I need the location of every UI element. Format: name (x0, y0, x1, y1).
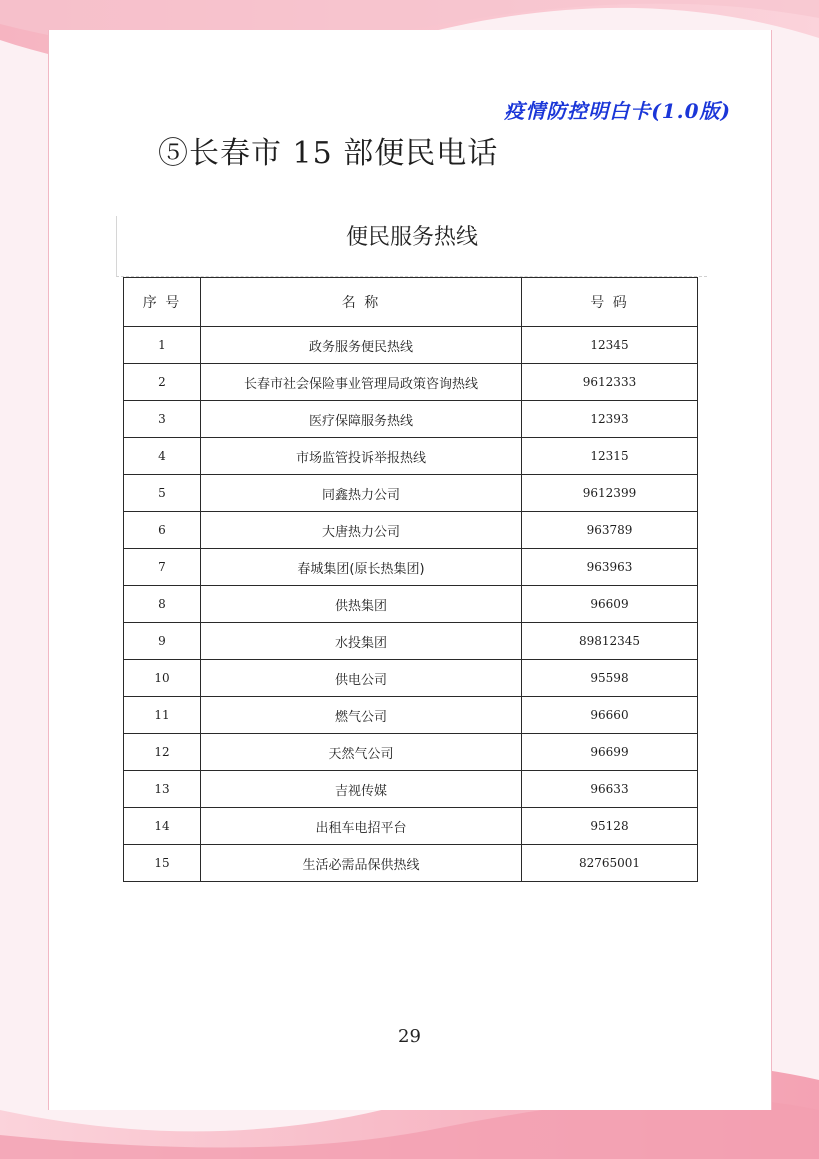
page-number: 29 (398, 1026, 421, 1047)
table-row (124, 845, 698, 882)
table-header-row (124, 278, 698, 327)
row-phone-number: 96699 (522, 734, 698, 771)
row-name: 大唐热力公司 (201, 512, 522, 549)
table-row (124, 327, 698, 364)
row-phone-number: 9612333 (522, 364, 698, 401)
table-row (124, 364, 698, 401)
table-banner-title: 便民服务热线 (345, 225, 478, 250)
header-tag: 疫情防控明白卡(1.0版) (504, 99, 731, 123)
table-row (124, 660, 698, 697)
row-name: 出租车电招平台 (201, 808, 522, 845)
row-phone-number: 89812345 (522, 623, 698, 660)
row-phone-number: 12315 (522, 438, 698, 475)
table-row (124, 734, 698, 771)
row-phone-number: 9612399 (522, 475, 698, 512)
table-row (124, 438, 698, 475)
row-phone-number: 96660 (522, 697, 698, 734)
row-index: 9 (124, 623, 201, 660)
table-row (124, 623, 698, 660)
row-name: 政务服务便民热线 (201, 327, 522, 364)
row-phone-number: 95128 (522, 808, 698, 845)
row-name: 燃气公司 (201, 697, 522, 734)
header-index: 序 号 (124, 278, 201, 327)
row-name: 春城集团(原长热集团) (201, 549, 522, 586)
row-phone-number: 12393 (522, 401, 698, 438)
table-row (124, 771, 698, 808)
row-index: 4 (124, 438, 201, 475)
section-title: ⑤长春市 15 部便民电话 (158, 136, 499, 171)
header-name: 名 称 (201, 278, 522, 327)
row-name: 长春市社会保险事业管理局政策咨询热线 (201, 364, 522, 401)
row-index: 10 (124, 660, 201, 697)
row-phone-number: 82765001 (522, 845, 698, 882)
header-number: 号 码 (522, 278, 698, 327)
table-banner (116, 216, 707, 277)
row-index: 11 (124, 697, 201, 734)
hotline-table (123, 277, 698, 882)
row-index: 6 (124, 512, 201, 549)
table-row (124, 586, 698, 623)
table-row (124, 808, 698, 845)
table-body (124, 327, 698, 882)
row-name: 市场监管投诉举报热线 (201, 438, 522, 475)
row-index: 13 (124, 771, 201, 808)
row-index: 7 (124, 549, 201, 586)
row-phone-number: 12345 (522, 327, 698, 364)
row-index: 5 (124, 475, 201, 512)
table-row (124, 475, 698, 512)
table-row (124, 697, 698, 734)
row-phone-number: 95598 (522, 660, 698, 697)
row-phone-number: 96633 (522, 771, 698, 808)
row-index: 8 (124, 586, 201, 623)
row-name: 供电公司 (201, 660, 522, 697)
row-phone-number: 963789 (522, 512, 698, 549)
row-index: 14 (124, 808, 201, 845)
row-name: 生活必需品保供热线 (201, 845, 522, 882)
row-index: 15 (124, 845, 201, 882)
table-row (124, 512, 698, 549)
table-row (124, 549, 698, 586)
row-name: 吉视传媒 (201, 771, 522, 808)
row-index: 1 (124, 327, 201, 364)
row-index: 12 (124, 734, 201, 771)
row-phone-number: 963963 (522, 549, 698, 586)
table-row (124, 401, 698, 438)
row-index: 3 (124, 401, 201, 438)
row-index: 2 (124, 364, 201, 401)
row-name: 天然气公司 (201, 734, 522, 771)
row-name: 水投集团 (201, 623, 522, 660)
row-name: 同鑫热力公司 (201, 475, 522, 512)
row-phone-number: 96609 (522, 586, 698, 623)
row-name: 供热集团 (201, 586, 522, 623)
row-name: 医疗保障服务热线 (201, 401, 522, 438)
